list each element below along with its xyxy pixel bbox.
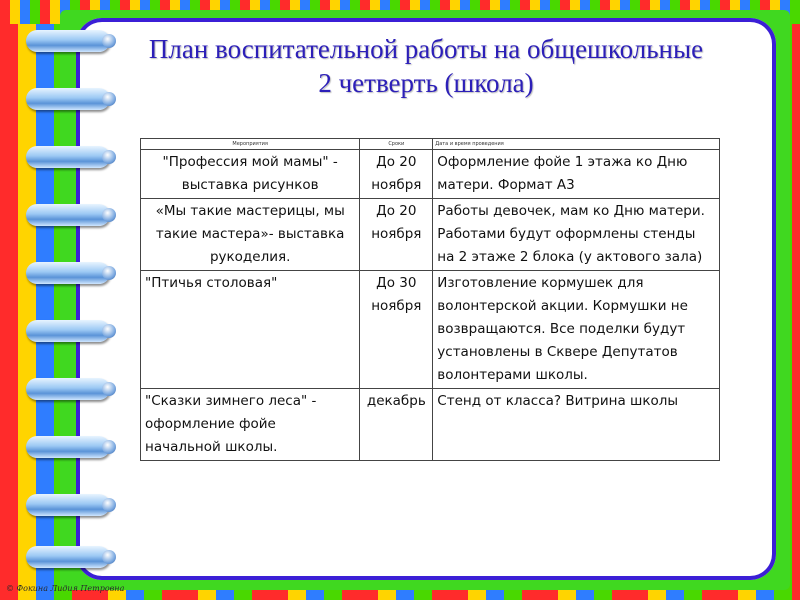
details-cell: Стенд от класса? Витрина школы (433, 389, 720, 461)
author-watermark: © Фокина Лидия Петровна (6, 584, 125, 593)
notebook-rings (26, 30, 116, 570)
title-line-2: 2 четверть (школа) (318, 68, 534, 98)
slide-title (82, 32, 770, 100)
table-row (141, 199, 720, 271)
ring-icon (26, 494, 110, 516)
deadline-cell: декабрь (360, 389, 433, 461)
plan-table (140, 138, 720, 461)
event-cell: "Сказки зимнего леса" - оформление фойе начальной школы. (141, 389, 360, 461)
title-line-1: План воспитательной работы на общешкольные (148, 34, 704, 64)
table-row (141, 271, 720, 389)
event-cell: "Птичья столовая" (141, 271, 360, 389)
event-cell: «Мы такие мастерицы, мы такие мастера»- выставка рукоделия. (141, 199, 360, 271)
details-cell: Изготовление кормушек для волонтерской акции. Кормушки не возвращаются. Все поделки будут установлены в Сквере Депутатов волонтерами школы. (433, 271, 720, 389)
header-details: Дата и время проведения (433, 139, 720, 150)
ring-icon (26, 378, 110, 400)
details-cell: Работы девочек, мам ко Дню матери. Работами будут оформлены стенды на 2 этаже 2 блока (у актового зала) (433, 199, 720, 271)
event-cell: "Профессия мой мамы" - выставка рисунков (141, 150, 360, 199)
ring-icon (26, 204, 110, 226)
table-header-row (141, 139, 720, 150)
header-deadline: Сроки (360, 139, 433, 150)
deadline-cell: До 20 ноября (360, 150, 433, 199)
ring-icon (26, 436, 110, 458)
ring-icon (26, 146, 110, 168)
table-row (141, 150, 720, 199)
ring-icon (26, 320, 110, 342)
ring-icon (26, 546, 110, 568)
ring-icon (26, 262, 110, 284)
deadline-cell: До 20 ноября (360, 199, 433, 271)
details-cell: Оформление фойе 1 этажа ко Дню матери. Формат А3 (433, 150, 720, 199)
header-events: Мероприятия (141, 139, 360, 150)
table-row (141, 389, 720, 461)
deadline-cell: До 30 ноября (360, 271, 433, 389)
